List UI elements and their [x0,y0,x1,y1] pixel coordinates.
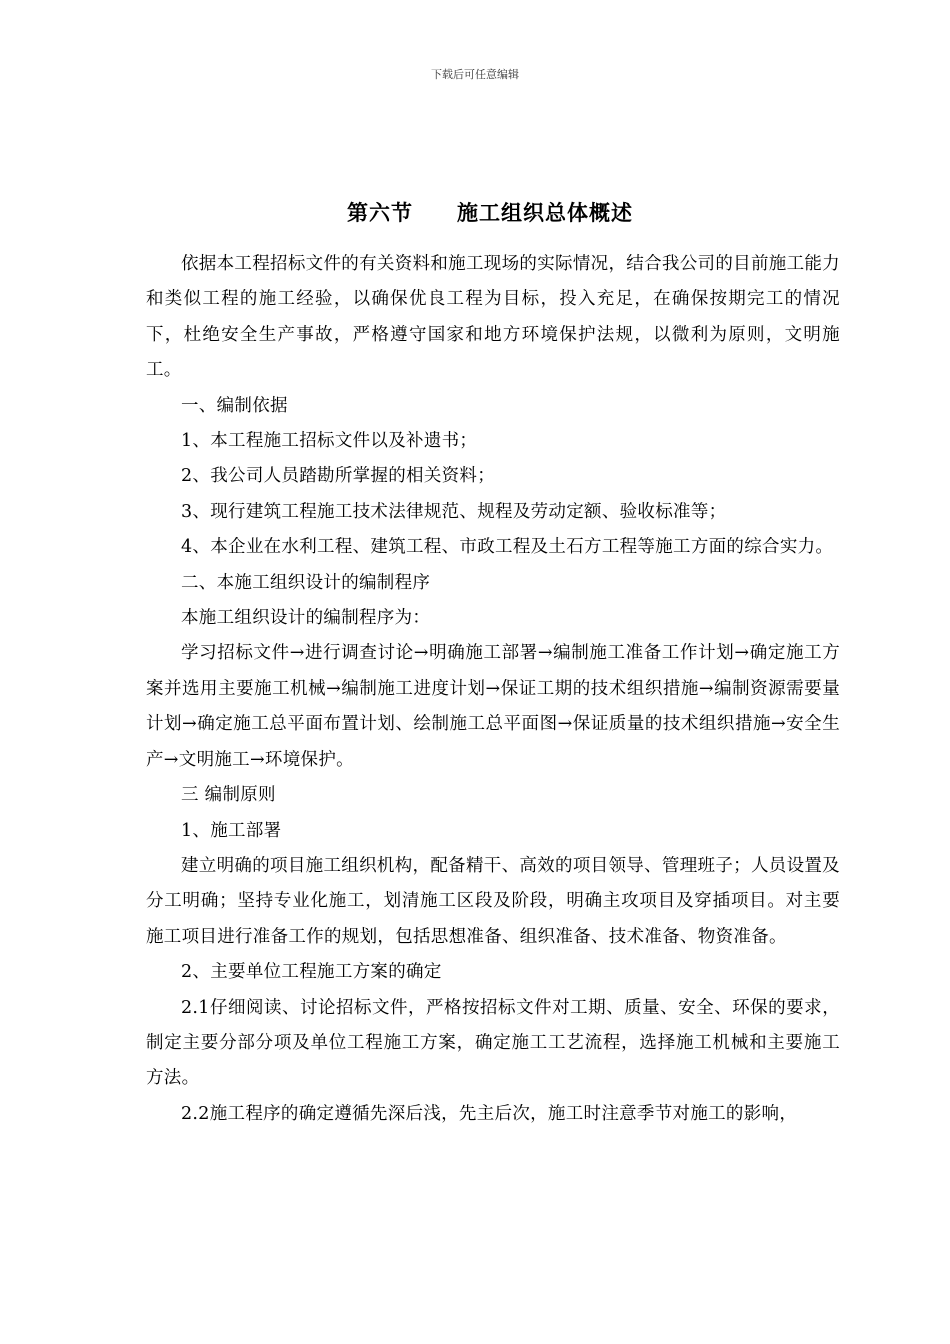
basis-item: 3、现行建筑工程施工技术法律规范、规程及劳动定额、验收标准等； [181,501,727,522]
section-name: 施工组织总体概述 [457,201,633,225]
principle-paragraph: 2.1仔细阅读、讨论招标文件，严格按招标文件对工期、质量、安全、环保的要求，制定主要分部分项及单位工程施工方案，确定施工工艺流程，选择施工机械和主要施工方法。 [146,997,840,1089]
principle-paragraph: 2.2施工程序的确定遵循先深后浅，先主后次，施工时注意季节对施工的影响， [181,1103,798,1124]
intro-paragraph: 依据本工程招标文件的有关资料和施工现场的实际情况，结合我公司的目前施工能力和类似工程的施工经验，以确保优良工程为目标，投入充足，在确保按期完工的情况下，杜绝安全生产事故，严格遵守国家和地方环境保护法规，以微利为原则，文明施工。 [146,254,840,381]
procedure-intro: 本施工组织设计的编制程序为： [181,608,431,629]
basis-item: 4、本企业在水利工程、建筑工程、市政工程及土石方工程等施工方面的综合实力。 [181,537,834,558]
basis-item: 2、我公司人员踏勘所掌握的相关资料； [181,466,496,487]
heading-procedure: 二、本施工组织设计的编制程序 [181,572,431,593]
header-note: 下载后可任意编辑 [431,68,519,81]
section-number: 第六节 [347,201,413,225]
basis-item: 1、本工程施工招标文件以及补遗书； [181,431,478,452]
principle-heading: 2、主要单位工程施工方案的确定 [181,962,442,983]
heading-basis: 一、编制依据 [181,395,288,416]
procedure-flow: 学习招标文件→进行调查讨论→明确施工部署→编制施工准备工作计划→确定施工方案并选用主要施工机械→编制施工进度计划→保证工期的技术组织措施→编制资源需要量计划→确定施工总平面布置计划、绘制施工总平面图→保证质量的技术组织措施→安全生产→文明施工→环境保护。 [146,643,840,770]
page-title [0,197,950,227]
principle-paragraph: 建立明确的项目施工组织机构，配备精干、高效的项目领导、管理班子；人员设置及分工明确；坚持专业化施工，划清施工区段及阶段，明确主攻项目及穿插项目。对主要施工项目进行准备工作的规划，包括思想准备、组织准备、技术准备、物资准备。 [146,855,840,947]
heading-principles: 三 编制原则 [181,785,276,806]
document-body [146,247,840,1132]
principle-heading: 1、施工部署 [181,820,282,841]
